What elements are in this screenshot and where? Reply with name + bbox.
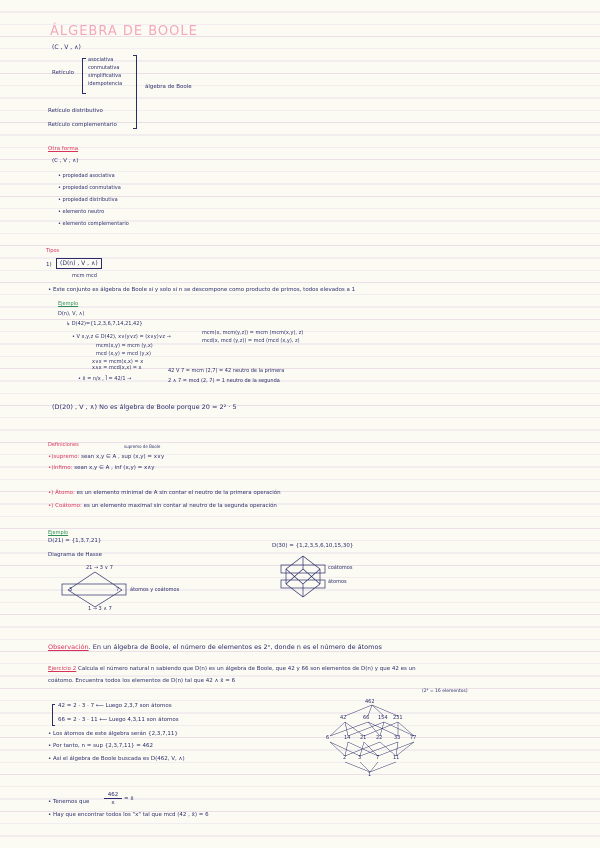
ejercicio-line1: Ejercicio 2 Calcula el número natural n sabiendo que D(n) es un álgebra de Boole, que 42 y 66 son elementos de D(n) y que 42 es un [48, 666, 416, 672]
tipos-number: 1) [46, 262, 52, 268]
lattice-node: 6 [326, 735, 330, 741]
ejercicio-line2: coátomo. Encuentra todos los elementos de D(n) tal que 42 ∧ x̄ = 6 [48, 678, 236, 684]
ejemplo-line: x∨x = mcm(x,x) = x [92, 359, 144, 365]
def-atomo: •) Átomo: es un elemento minimal de A sin contar el neutro de la primera operación [48, 490, 281, 496]
ejercicio-line: • Por tanto, n = sup {2,3,7,11} = 462 [48, 743, 154, 749]
d21-set: D(21) = {1,3,7,21} [48, 538, 102, 544]
def-coatomo: •) Coátomo: es un elemento maximal sin contar al neutro de la segunda operación [48, 503, 277, 509]
page-title: ÁLGEBRA DE BOOLE [50, 24, 198, 39]
lattice-node: 66 [363, 715, 370, 721]
d30-set: D(30) = {1,2,3,5,6,10,15,30} [272, 543, 354, 549]
note-16: (2⁴ = 16 elementos) [422, 689, 468, 694]
ejemplo-line: • x̄ = n/x , Ī = 42/1 → [78, 376, 132, 382]
prop-asociativa: asociativa [88, 57, 114, 63]
hasse-node-3: 3 [69, 587, 73, 593]
reticulo-complementario: Retículo complementario [48, 122, 117, 128]
lattice-node: 462 [365, 699, 375, 705]
ejemplo-right: 2 ∧ 7 = mcd (2, 7) = 1 neutro de la segunda [168, 378, 280, 384]
lattice-node: 231 [393, 715, 403, 721]
lattice-node: 1 [368, 772, 372, 778]
ejemplo-heading: Ejemplo [58, 301, 79, 307]
reticulo-distributivo: Retículo distributivo [48, 108, 103, 114]
reticulo-label: Retículo [52, 70, 75, 76]
atomos-coatomos: átomos y coátomos [130, 587, 180, 593]
dn-box: (D(n) , V , ∧) [56, 258, 102, 269]
tipos-bullet: • Este conjunto es álgebra de Boole si y solo si n se descompone como producto de primos, todos elevados a 1 [48, 287, 356, 293]
ejemplo-line: • V x,y,z ∈ D(42), x∨(y∨z) = (x∨y)∨z → [72, 334, 171, 340]
factor-42: 42 = 2 · 3 · 7 ⟵ Luego 2,3,7 son átomos [58, 703, 172, 709]
tipos-heading: Tipos [46, 248, 60, 254]
lattice-node: 33 [394, 735, 401, 741]
tenemos-label: • Tenemos que [48, 799, 90, 805]
lattice-node: 3 [358, 755, 362, 761]
ejemplo-line: mcd (x,y) = mcd (y,x) [96, 351, 151, 357]
ejemplo-line: ↳ D(42)={1,2,3,6,7,14,21,42} [66, 321, 143, 327]
prop-idempotencia: idempotencia [88, 81, 123, 87]
dn-sub: mcm mcd [72, 273, 97, 279]
list-item: • elemento complementario [58, 221, 129, 227]
lattice-node: 7 [376, 755, 380, 761]
lattice-node: 22 [376, 735, 383, 741]
ejercicio-line: • Así el álgebra de Boole buscada es D(462, V, ∧) [48, 756, 185, 762]
prop-conmutativa: conmutativa [88, 65, 120, 71]
d20-statement: (D(20) , V , ∧) No es álgebra de Boole porque 20 = 2² · 5 [52, 403, 237, 411]
lattice-node: 2 [343, 755, 347, 761]
ejemplo-right: 42 V 7 = mcm (2,7) = 42 neutro de la primera [168, 368, 285, 374]
otra-forma-heading: Otra forma [48, 146, 79, 152]
ejercicio-line: • Los átomos de este álgebra serán {2,3,7,11} [48, 731, 178, 737]
def-supremo: •)supremo: sean x,y ∈ A , sup (x,y) = x∨y [48, 454, 165, 460]
lattice-node: 77 [410, 735, 417, 741]
list-item: • elemento neutro [58, 209, 105, 215]
def-note: supremo de Boole [124, 444, 161, 449]
hasse-label: Diagrama de Hasse [48, 552, 102, 558]
hasse-bottom: 1 → 3 ∧ 7 [88, 606, 112, 612]
tuple-heading: (C , V , ∧) [52, 44, 81, 51]
prop-simplificativa: simplificativa [88, 73, 122, 79]
lattice-node: 14 [344, 735, 351, 741]
list-item: • propiedad distributiva [58, 197, 118, 203]
ejemplo-right: mcd(x, mcd (y,z)) = mcd (mcd (x,y), z) [202, 338, 300, 344]
ejemplo2-heading: Ejemplo [48, 530, 69, 536]
hay-que: • Hay que encontrar todos los "x" tal que mcd (42 , x̄) = 6 [48, 812, 209, 818]
list-item: • propiedad conmutativa [58, 185, 121, 191]
ejemplo-line: x∧x = mcd(x,x) = x [92, 365, 142, 371]
otra-forma-tuple: (C , V , ∧) [52, 158, 79, 164]
factor-66: 66 = 2 · 3 · 11 ⟵ Luego 4,3,11 son átomos [58, 717, 179, 723]
coatomos-label: coátomos [328, 565, 353, 571]
algebra-label: álgebra de Boole [145, 84, 192, 90]
ejemplo-line: mcm(x,y) = mcm (y,x) [96, 343, 153, 349]
definiciones-heading: Definiciones [48, 442, 79, 448]
fraction-den: x [111, 800, 115, 806]
ejemplo-right: mcm(x, mcm(y,z)) = mcm (mcm(x,y), z) [202, 330, 304, 336]
ejemplo-line: D(n), V, ∧) [58, 311, 85, 317]
observacion: Observación. En un álgebra de Boole, el número de elementos es 2ⁿ, donde n es el número de átomos [48, 643, 382, 651]
fraction-eq: = x̄ [124, 796, 134, 802]
fraction-num: 462 [104, 792, 122, 799]
hasse-node-7: 7 [116, 587, 120, 593]
lattice-node: 154 [378, 715, 388, 721]
list-item: • propiedad asociativa [58, 173, 115, 179]
brace [52, 704, 55, 726]
lattice-node: 11 [393, 755, 400, 761]
def-infimo: •)ínfimo: sean x,y ∈ A , inf (x,y) = x∧y [48, 465, 155, 471]
hasse-top: 21 → 3 ∨ 7 [86, 565, 113, 571]
atomos-label: átomos [328, 579, 347, 585]
lattice-node: 42 [340, 715, 347, 721]
lattice-node: 21 [360, 735, 367, 741]
